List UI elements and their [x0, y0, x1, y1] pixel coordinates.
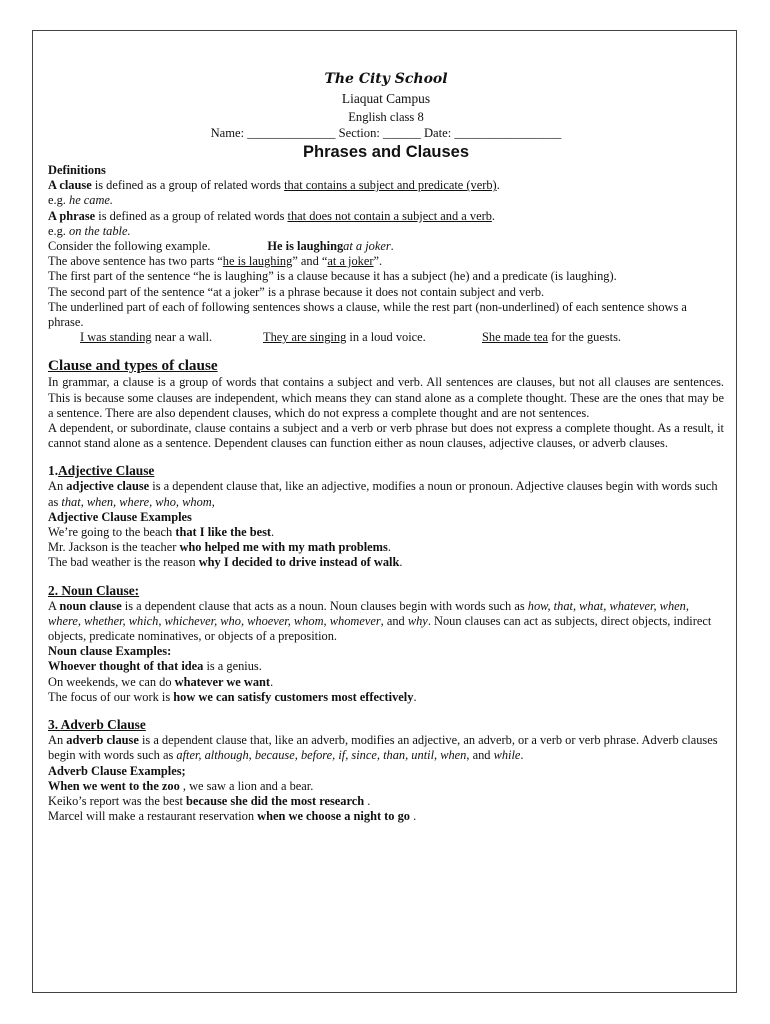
class-label: English class 8: [348, 110, 424, 124]
clause-phrase-examples: [80, 330, 724, 345]
noun-examples-heading: Noun clause Examples:: [48, 644, 172, 659]
section-title: Adjective Clause: [58, 463, 155, 479]
adverb-example-3: [48, 809, 724, 824]
example-clause: She made tea: [482, 330, 549, 345]
example-sentence: [263, 330, 482, 345]
text-run: Keiko’s report was the best: [48, 793, 186, 808]
example-end: .: [390, 239, 394, 254]
definitions-section: [48, 163, 724, 345]
name-section-date-line: Name: ______________ Section: ______ Date: _________________: [210, 126, 562, 140]
text-run: The focus of our work is: [48, 689, 174, 704]
example-sentence: [80, 330, 263, 345]
adjective-example-1: [48, 525, 724, 540]
adverb-clause-intro: [48, 733, 724, 763]
adjective-clause-intro: [48, 479, 724, 509]
clause-example: [48, 193, 724, 208]
example-clause: I was standing: [80, 330, 152, 345]
section-number: 1.: [48, 463, 59, 479]
consider-text: Consider the following example.: [48, 239, 211, 254]
bold-clause: that I like the best: [175, 525, 272, 540]
text-run: .: [270, 674, 274, 689]
first-part-line: The first part of the sentence “he is laughing” is a clause because it has a subject (he) and a predicate (is laughing).: [48, 269, 617, 284]
clause-types-paragraph-1: In grammar, a clause is a group of words that contains a subject and verb. All sentences are clauses, but not all clauses are sentences. This is because some clauses are independent, which means they can stand alone as a complete thought. These are the ones that may be a sentence. There are also dependent clauses, which do not express a complete thought and are not sentences.: [48, 375, 724, 420]
worksheet-page: [32, 30, 737, 993]
noun-clause-heading: [48, 583, 724, 599]
clause-types-paragraph-2: A dependent, or subordinate, clause contains a subject and a verb or verb phrase but does not express a complete thought. As a result, it cannot stand alone as a sentence. Dependent clauses can function either as noun clauses, adjective clauses, or adverb clauses.: [48, 421, 724, 451]
two-parts-line: [48, 254, 724, 269]
bold-clause: Whoever thought of that idea: [48, 659, 204, 674]
phrase-underlined: that does not contain a subject and a verb: [287, 208, 492, 223]
noun-example-3: [48, 690, 724, 705]
second-part-line: The second part of the sentence “at a joker” is a phrase because it does not contain subject and verb.: [48, 284, 545, 299]
clause-end: .: [496, 178, 500, 193]
text-run: .: [399, 555, 403, 570]
text-run: .: [413, 689, 417, 704]
noun-clause-section: [48, 583, 724, 705]
phrase-end: .: [491, 208, 496, 223]
text-run: We’re going to the beach: [48, 525, 176, 540]
text-run: . Noun clauses can act as subjects, direct objects, indirect objects, predicate nominatives, or objects of a preposition.: [48, 613, 712, 644]
eg-text: he came.: [69, 193, 114, 208]
clause-words: how, that, what, whatever, when, where, whether, which, whichever, who, whoever, whom, whomever: [48, 598, 689, 628]
eg-prefix: e.g.: [48, 223, 69, 238]
noun-example-2: [48, 675, 724, 690]
example-phrase: for the guests.: [548, 330, 622, 345]
adverb-example-1: [48, 779, 724, 794]
clause-words: that, when, where, who, whom,: [61, 494, 215, 509]
adverb-examples-heading: Adverb Clause Examples;: [48, 763, 186, 778]
section-title: 2. Noun Clause:: [48, 582, 140, 598]
phrase-definition: [48, 209, 724, 224]
eg-text: on the table.: [69, 223, 131, 238]
school-name: The City School: [324, 71, 448, 87]
clause-words: while: [493, 748, 521, 763]
term: adjective clause: [66, 479, 150, 494]
bold-clause: When we went to the zoo: [48, 778, 180, 793]
text-run: .: [271, 525, 275, 540]
phrase-example: [48, 224, 724, 239]
term: noun clause: [59, 598, 122, 613]
eg-prefix: e.g.: [48, 193, 69, 208]
text-run: On weekends, we can do: [48, 674, 175, 689]
clause-types-heading: Clause and types of clause: [48, 357, 218, 375]
bold-clause: whatever we want: [174, 674, 271, 689]
bold-clause: how we can satisfy customers most effectively: [173, 689, 414, 704]
example-italic: at a joker: [343, 239, 391, 254]
text-run: .: [410, 809, 417, 824]
phrase-term: A phrase: [48, 208, 96, 223]
text-run: is a dependent clause that, like an adjective, modifies a noun or pronoun. Adjective clauses begin with words such as: [48, 479, 718, 509]
bold-clause: when we choose a night to go: [257, 809, 410, 824]
clause-words: why: [407, 613, 428, 628]
text-run: A: [48, 598, 60, 613]
consider-line: [48, 239, 724, 254]
campus-name: Liaquat Campus: [341, 91, 431, 106]
clause-words: after, although, because, before, if, since, than, until, when: [176, 748, 467, 763]
example-bold: He is laughing: [267, 239, 344, 254]
adverb-clause-heading: [48, 717, 724, 733]
definitions-heading: Definitions: [48, 163, 106, 177]
text-run: , and: [380, 613, 408, 628]
adjective-examples-heading: Adjective Clause Examples: [48, 509, 192, 524]
example-phrase: in a loud voice.: [346, 330, 426, 345]
adjective-example-3: [48, 555, 724, 570]
example-sentence: [482, 330, 621, 345]
example-phrase: near a wall.: [151, 330, 213, 345]
text-run: is a dependent clause that, like an adverb, modifies an adjective, an adverb, or a verb or verb phrase. Adverb clauses begin with words such as: [48, 733, 718, 763]
adverb-clause-section: [48, 717, 724, 824]
text-run: Mr. Jackson is the teacher: [48, 540, 180, 555]
adjective-example-2: [48, 540, 724, 555]
text-run: , we saw a lion and a bear.: [179, 778, 314, 793]
noun-clause-intro: [48, 599, 724, 645]
adjective-clause-section: [48, 463, 724, 570]
text-run: An: [48, 733, 67, 748]
text-run: The bad weather is the reason: [48, 555, 199, 570]
section-title: Adverb Clause: [60, 717, 146, 733]
text-run: ” and “: [292, 254, 328, 269]
text-run: The above sentence has two parts “: [48, 254, 223, 269]
clause-term: A clause: [48, 178, 92, 193]
clause-text: is defined as a group of related words: [91, 178, 285, 193]
bold-clause: because she did the most research: [186, 793, 365, 808]
noun-example-1: [48, 659, 724, 674]
bold-clause: who helped me with my math problems: [179, 540, 388, 555]
adverb-example-2: [48, 794, 724, 809]
clause-types-section: [48, 357, 724, 451]
page-title: Phrases and Clauses: [303, 143, 469, 161]
clause-underlined: that contains a subject and predicate (verb): [284, 178, 497, 193]
text-run: Marcel will make a restaurant reservation: [48, 809, 258, 824]
term: adverb clause: [66, 733, 139, 748]
section-number: 3.: [48, 717, 61, 733]
example-clause: They are singing: [263, 330, 347, 345]
underlined-phrase: at a joker: [327, 254, 374, 269]
worksheet-content: [48, 69, 724, 824]
text-run: is a dependent clause that acts as a noun. Noun clauses begin with words such as: [121, 598, 528, 613]
text-run: ”.: [373, 254, 383, 269]
text-run: An: [48, 479, 67, 494]
underlined-part-line: The underlined part of each of following sentences shows a clause, while the rest part (non-underlined) of each sentence shows a phrase.: [48, 299, 687, 330]
underlined-clause: he is laughing: [222, 254, 293, 269]
adjective-clause-heading: [48, 463, 724, 479]
text-run: .: [387, 540, 391, 555]
text-run: is a genius.: [203, 659, 262, 674]
clause-definition: [48, 178, 724, 193]
bold-clause: why I decided to drive instead of walk: [198, 555, 400, 570]
text-run: , and: [466, 748, 494, 763]
text-run: .: [520, 748, 524, 763]
phrase-text: is defined as a group of related words: [95, 208, 288, 223]
text-run: .: [364, 793, 371, 808]
